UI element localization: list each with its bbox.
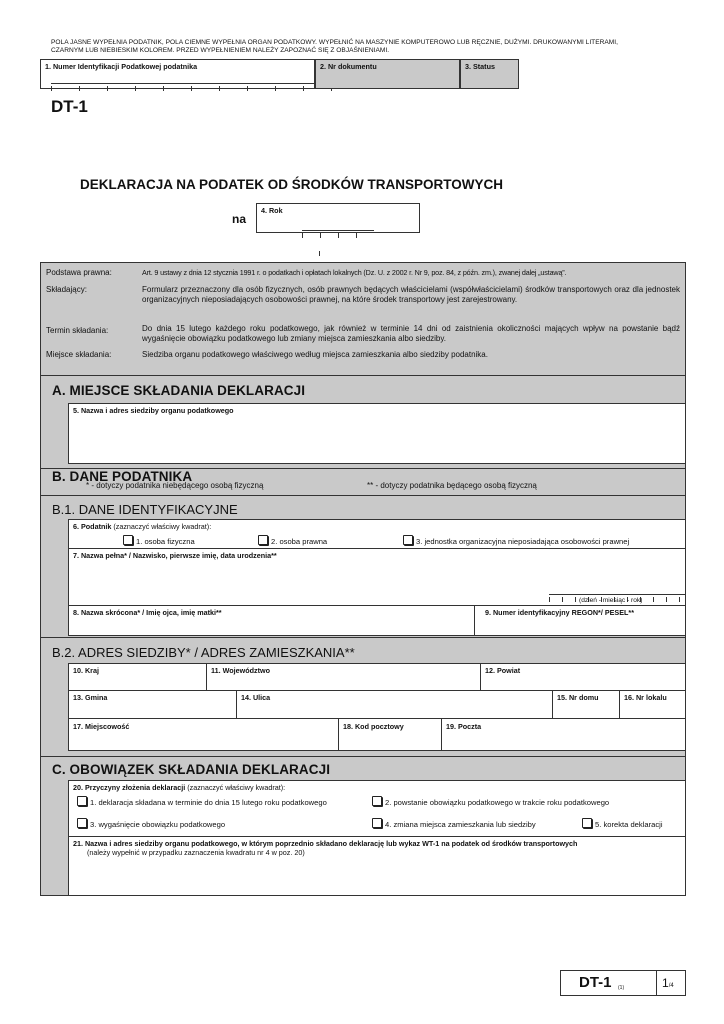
option-label: 2. osoba prawna bbox=[271, 537, 328, 546]
year-field[interactable] bbox=[256, 203, 420, 233]
birth-date-ticks bbox=[549, 589, 685, 595]
checkbox-icon[interactable] bbox=[582, 818, 592, 828]
legal-row bbox=[46, 324, 680, 350]
short-name-label: 8. Nazwa skrócona* / Imię ojca, imię matki** bbox=[73, 608, 222, 617]
legal-row bbox=[46, 350, 680, 360]
option-label: 1. osoba fizyczna bbox=[136, 537, 195, 546]
previous-office-label: 21. Nazwa i adres siedziby organu podatkowego, w którym poprzednio składano deklarację lub wykaz WT-1 na podatek od środków transportowych bbox=[73, 839, 578, 848]
checkbox-icon[interactable] bbox=[77, 796, 87, 806]
checkbox-icon[interactable] bbox=[372, 818, 382, 828]
option-label: 1. deklaracja składana w terminie do dnia 15 lutego roku podatkowego bbox=[90, 798, 327, 807]
legal-text: Do dnia 15 lutego każdego roku podatkowego, jak również w terminie 14 dni od zaistnienia okoliczności mających wpływ na powstanie bądź wygaśnięcie obowiązku podatkowego lub zmiany miejsca zamieszkania albo siedziby. bbox=[142, 324, 680, 343]
date-hint: (dzień - miesiąc - rok) bbox=[579, 597, 643, 604]
section-b1-title: B.1. DANE IDENTYFIKACYJNE bbox=[52, 502, 238, 517]
country-field[interactable] bbox=[68, 663, 207, 691]
section-b-title: B. DANE PODATNIKA bbox=[52, 469, 193, 484]
country-label: 10. Kraj bbox=[73, 666, 99, 675]
street-field[interactable] bbox=[236, 690, 553, 719]
checkbox-icon[interactable] bbox=[258, 535, 268, 545]
regon-pesel-field[interactable] bbox=[474, 605, 686, 636]
divider bbox=[40, 495, 686, 496]
taxpayer-option-legal[interactable] bbox=[258, 535, 327, 546]
legal-text: Art. 9 ustawy z dnia 12 stycznia 1991 r. o podatkach i opłatach lokalnych (Dz. U. z 2002 r. Nr 9, poz. 84, z późn. zm.), zwanej dalej „ustawą”. bbox=[142, 268, 567, 277]
post-office-field[interactable] bbox=[441, 718, 686, 751]
legal-block bbox=[46, 268, 680, 360]
street-label: 14. Ulica bbox=[241, 693, 271, 702]
note-legal-person: * - dotyczy podatnika niebędącego osobą fizyczną bbox=[86, 481, 264, 490]
document-number-field bbox=[315, 59, 460, 89]
county-field[interactable] bbox=[480, 663, 686, 691]
note-natural-person: ** - dotyczy podatnika będącego osobą fizyczną bbox=[367, 481, 537, 490]
apartment-number-label: 16. Nr lokalu bbox=[624, 693, 667, 702]
checkbox-icon[interactable] bbox=[77, 818, 87, 828]
section-a-title: A. MIEJSCE SKŁADANIA DEKLARACJI bbox=[52, 383, 306, 398]
post-office-label: 19. Poczta bbox=[446, 722, 482, 731]
checkbox-icon[interactable] bbox=[372, 796, 382, 806]
instruction-line-2: CZARNYM LUB NIEBIESKIM KOLOREM. PRZED WYPEŁNIENIEM NALEŻY ZAPOZNAĆ SIĘ Z OBJAŚNIENIAMI. bbox=[51, 47, 390, 54]
page-counter bbox=[662, 974, 674, 992]
instruction-line-1: POLA JASNE WYPEŁNIA PODATNIK, POLA CIEMNE WYPEŁNIA ORGAN PODATKOWY. WYPEŁNIĆ NA MASZYNIE KOMPUTEROWO LUB RĘCZNIE, DUŻYMI. DRUKOWANYMI LITERAMI, bbox=[51, 39, 618, 46]
option-label: 5. korekta deklaracji bbox=[595, 820, 663, 829]
nip-ticks bbox=[51, 78, 333, 84]
footer-box bbox=[560, 970, 686, 996]
filing-reason-label: 20. Przyczyny złożenia deklaracji bbox=[73, 783, 186, 792]
voivodeship-field[interactable] bbox=[206, 663, 481, 691]
form-code: DT-1 bbox=[51, 97, 88, 116]
reason-option-2[interactable] bbox=[372, 796, 609, 807]
footer-code: DT-1 bbox=[579, 974, 612, 991]
status-field bbox=[460, 59, 519, 89]
footer-version: (1) bbox=[618, 985, 625, 991]
footer-code-cell bbox=[561, 971, 657, 995]
short-name-field[interactable] bbox=[68, 605, 475, 636]
option-label: 4. zmiana miejsca zamieszkania lub siedziby bbox=[385, 820, 536, 829]
legal-label: Składający: bbox=[46, 285, 87, 294]
full-name-field[interactable] bbox=[68, 548, 686, 606]
taxpayer-type-label: 6. Podatnik bbox=[73, 522, 112, 531]
page-total: /4 bbox=[668, 983, 674, 989]
legal-label: Podstawa prawna: bbox=[46, 268, 112, 277]
status-label: 3. Status bbox=[465, 62, 495, 71]
checkbox-icon[interactable] bbox=[403, 535, 413, 545]
page-number: 1 bbox=[662, 976, 669, 990]
previous-office-field[interactable] bbox=[68, 836, 686, 896]
tax-office-label: 5. Nazwa i adres siedziby organu podatkowego bbox=[73, 406, 234, 415]
regon-pesel-label: 9. Numer identyfikacyjny REGON*/ PESEL** bbox=[485, 608, 634, 617]
house-number-field[interactable] bbox=[552, 690, 620, 719]
postal-code-label: 18. Kod pocztowy bbox=[343, 722, 404, 731]
apartment-number-field[interactable] bbox=[619, 690, 686, 719]
year-label: 4. Rok bbox=[261, 206, 283, 215]
divider bbox=[40, 637, 686, 638]
tax-office-field[interactable] bbox=[68, 403, 686, 464]
document-number-label: 2. Nr dokumentu bbox=[320, 62, 377, 71]
na-label: na bbox=[232, 212, 247, 226]
municipality-field[interactable] bbox=[68, 690, 237, 719]
full-name-label: 7. Nazwa pełna* / Nazwisko, pierwsze imię, data urodzenia** bbox=[73, 551, 277, 560]
voivodeship-label: 11. Województwo bbox=[211, 666, 270, 675]
city-field[interactable] bbox=[68, 718, 339, 751]
taxpayer-type-hint: (zaznaczyć właściwy kwadrat): bbox=[113, 522, 212, 531]
section-c-title: C. OBOWIĄZEK SKŁADANIA DEKLARACJI bbox=[52, 762, 331, 777]
option-label: 3. jednostka organizacyjna nieposiadająca osobowości prawnej bbox=[416, 537, 630, 546]
year-ticks bbox=[302, 225, 374, 231]
reason-option-5[interactable] bbox=[582, 818, 663, 829]
reason-option-3[interactable] bbox=[77, 818, 225, 829]
taxpayer-option-unit[interactable] bbox=[403, 535, 629, 546]
county-label: 12. Powiat bbox=[485, 666, 521, 675]
legal-label: Miejsce składania: bbox=[46, 350, 112, 359]
reason-option-1[interactable] bbox=[77, 796, 327, 807]
reason-option-4[interactable] bbox=[372, 818, 536, 829]
checkbox-icon[interactable] bbox=[123, 535, 133, 545]
section-c bbox=[40, 756, 686, 757]
section-b2-title: B.2. ADRES SIEDZIBY* / ADRES ZAMIESZKANIA** bbox=[52, 645, 355, 660]
house-number-label: 15. Nr domu bbox=[557, 693, 599, 702]
option-label: 2. powstanie obowiązku podatkowego w trakcie roku podatkowego bbox=[385, 798, 610, 807]
instructions bbox=[51, 39, 691, 55]
filing-reason-hint: (zaznaczyć właściwy kwadrat): bbox=[187, 783, 286, 792]
legal-text: Siedziba organu podatkowego właściwego według miejsca zamieszkania albo siedziby podatnika. bbox=[142, 350, 488, 359]
page-title: DEKLARACJA NA PODATEK OD ŚRODKÓW TRANSPORTOWYCH bbox=[80, 177, 504, 192]
postal-code-field[interactable] bbox=[338, 718, 442, 751]
city-label: 17. Miejscowość bbox=[73, 722, 130, 731]
option-label: 3. wygaśnięcie obowiązku podatkowego bbox=[90, 820, 226, 829]
nip-label: 1. Numer Identyfikacji Podatkowej podatnika bbox=[45, 62, 198, 71]
municipality-label: 13. Gmina bbox=[73, 693, 108, 702]
filing-reason-field bbox=[68, 780, 686, 837]
nip-field[interactable] bbox=[40, 59, 315, 89]
taxpayer-type-field bbox=[68, 519, 686, 549]
legal-text: Formularz przeznaczony dla osób fizycznych, osób prawnych będących właścicielami (współwłaścicielami) środków transportowych oraz dla jednostek organizacyjnych nieposiadających osobowości prawnej, na które środek transportowy jest zarejestrowany. bbox=[142, 285, 680, 304]
section-a bbox=[40, 375, 686, 376]
legal-row bbox=[46, 268, 680, 285]
legal-row bbox=[46, 285, 680, 324]
taxpayer-option-natural[interactable] bbox=[123, 535, 195, 546]
legal-label: Termin składania: bbox=[46, 326, 109, 335]
previous-office-hint: (należy wypełnić w przypadku zaznaczenia kwadratu nr 4 w poz. 20) bbox=[87, 848, 305, 857]
